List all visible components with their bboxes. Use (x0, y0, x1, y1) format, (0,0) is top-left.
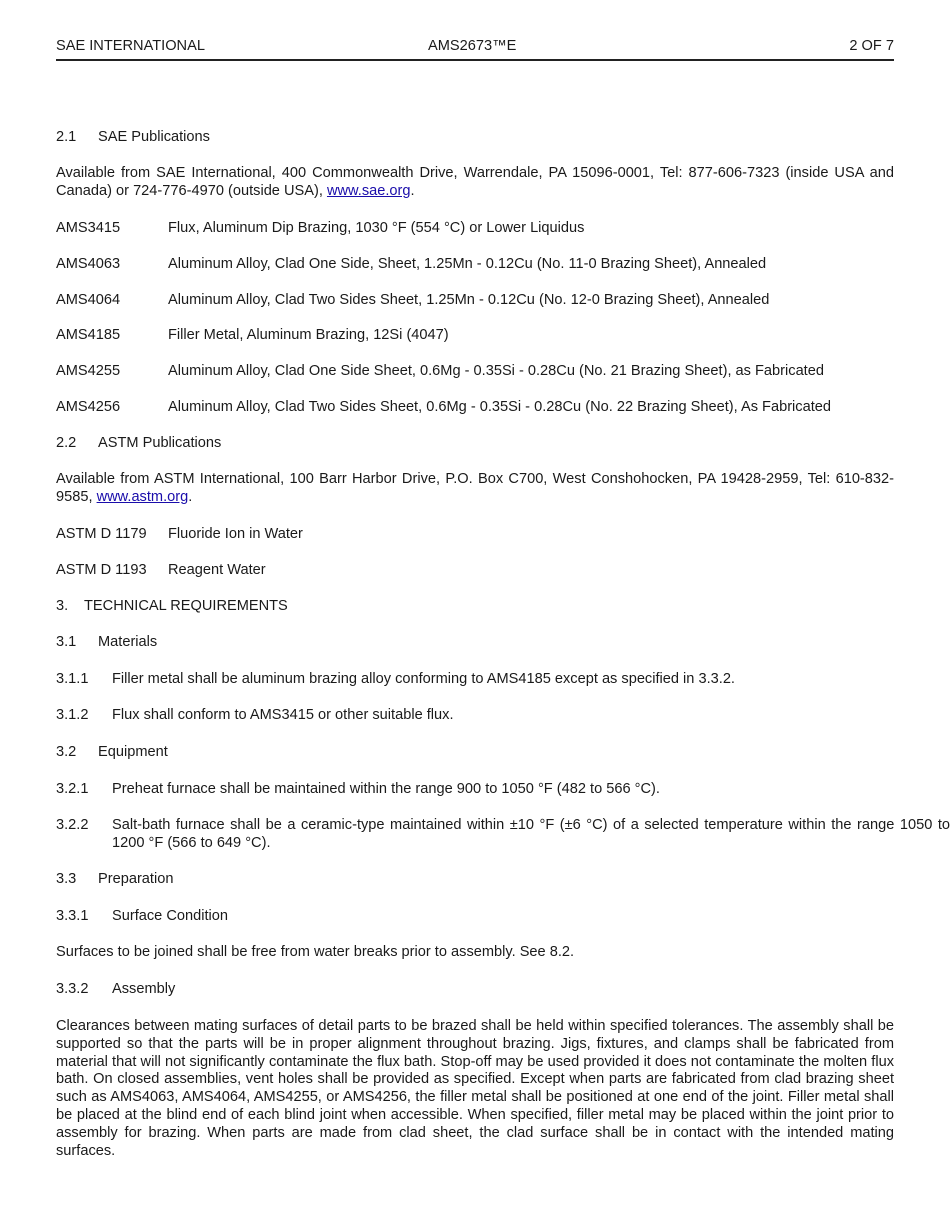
section-number: 3. (56, 598, 69, 614)
section-number: 3.3 (56, 871, 77, 887)
sae-website-link[interactable]: www.sae.org (326, 182, 411, 199)
section-title: Materials (98, 634, 158, 650)
sae-availability-paragraph: Available from SAE International, 400 Commonwealth Drive, Warrendale, PA 15096-0001, Tel: 877-606-7323 (inside USA and Canada) or 724-776-4970 (outside USA), www.sae.org. (56, 165, 894, 199)
section-number: 3.2 (56, 744, 77, 760)
section-3-3-2-heading (56, 981, 894, 999)
reference-title: Fluoride Ion in Water (168, 526, 303, 542)
availability-text: Available from ASTM International, 100 Barr Harbor Drive, P.O. Box C700, West Conshohocken, PA 19428-2959, Tel: 610-832-9585, (56, 471, 894, 505)
page-header (56, 38, 894, 61)
reference-id: AMS4255 (56, 363, 121, 379)
astm-website-link[interactable]: www.astm.org (96, 488, 189, 505)
reference-id: AMS4063 (56, 256, 121, 272)
paragraph-number: 3.1.2 (56, 707, 89, 723)
header-page-number: 2 OF 7 (849, 38, 894, 54)
reference-title: Flux, Aluminum Dip Brazing, 1030 °F (554 °C) or Lower Liquidus (168, 220, 585, 236)
reference-title: Reagent Water (168, 562, 266, 578)
reference-item (56, 256, 894, 274)
astm-availability-paragraph: Available from ASTM International, 100 Barr Harbor Drive, P.O. Box C700, West Conshohocken, PA 19428-2959, Tel: 610-832-9585, www.astm.org. (56, 471, 894, 505)
paragraph-text: Filler metal shall be aluminum brazing alloy conforming to AMS4185 except as specified in 3.3.2. (112, 671, 735, 687)
reference-item (56, 562, 894, 580)
reference-title: Aluminum Alloy, Clad One Side Sheet, 0.6Mg - 0.35Si - 0.28Cu (No. 21 Brazing Sheet), as Fabricated (168, 363, 824, 379)
paragraph-text: Clearances between mating surfaces of detail parts to be brazed shall be held within specified tolerances. The assembly shall be supported so that the parts will be in proper alignment throughout brazing. Jigs, fixtures, and clamps shall be fabricated from material that will not significantly contaminate the flux bath. Stop-off may be used provided it does not contaminate the molten flux bath. On closed assemblies, vent holes shall be provided as specified. Except when parts are fabricated from clad brazing sheet such as AMS4063, AMS4064, AMS4255, or AMS4256, the filler metal shall be positioned at one end of the joint. Filler metal shall be placed at the blind end of each blind joint when accessible. When specified, filler metal may be placed within the joint prior to assembly for brazing. When parts are made from clad sheet, the clad surface shall be in contact with the intended mating surfaces. (56, 1018, 894, 1159)
reference-id: AMS4064 (56, 292, 121, 308)
section-number: 2.1 (56, 129, 77, 145)
paragraph-3-3-2-text (56, 1018, 894, 1160)
reference-id: ASTM D 1193 (56, 562, 147, 578)
reference-item (56, 220, 894, 238)
paragraph-3-3-1-text (56, 944, 894, 962)
paragraph-3-1-2 (56, 707, 894, 725)
header-org: SAE INTERNATIONAL (56, 38, 205, 54)
section-title: SAE Publications (98, 129, 210, 145)
section-number: 3.3.1 (56, 908, 89, 924)
reference-item (56, 327, 894, 345)
reference-id: ASTM D 1179 (56, 526, 147, 542)
paragraph-number: 3.2.1 (56, 781, 89, 797)
section-number: 2.2 (56, 435, 77, 451)
section-3-1-heading (56, 634, 894, 652)
reference-title: Aluminum Alloy, Clad Two Sides Sheet, 1.25Mn - 0.12Cu (No. 12-0 Brazing Sheet), Annealed (168, 292, 770, 308)
paragraph-text: Surfaces to be joined shall be free from water breaks prior to assembly. See 8.2. (56, 944, 575, 960)
reference-id: AMS3415 (56, 220, 121, 236)
section-3-3-1-heading (56, 908, 894, 926)
paragraph-number: 3.2.2 (56, 817, 89, 833)
reference-item (56, 292, 894, 310)
reference-id: AMS4185 (56, 327, 121, 343)
section-title: Equipment (98, 744, 168, 760)
section-number: 3.3.2 (56, 981, 89, 997)
section-3-heading (56, 598, 894, 616)
paragraph-number: 3.1.1 (56, 671, 89, 687)
reference-item (56, 399, 894, 417)
section-title: Assembly (112, 981, 176, 997)
paragraph-text: Preheat furnace shall be maintained within the range 900 to 1050 °F (482 to 566 °C). (112, 781, 660, 797)
section-3-2-heading (56, 744, 894, 762)
section-title: TECHNICAL REQUIREMENTS (84, 598, 288, 614)
paragraph-3-2-2 (56, 817, 950, 853)
section-title: ASTM Publications (98, 435, 222, 451)
paragraph-3-1-1 (56, 671, 894, 689)
paragraph-3-2-1 (56, 781, 894, 799)
reference-item (56, 363, 894, 381)
availability-text: Available from SAE International, 400 Commonwealth Drive, Warrendale, PA 15096-0001, Tel: 877-606-7323 (inside USA and Canada) or 724-776-4970 (outside USA), (56, 165, 894, 199)
reference-title: Aluminum Alloy, Clad One Side, Sheet, 1.25Mn - 0.12Cu (No. 11-0 Brazing Sheet), Annealed (168, 256, 767, 272)
section-3-3-heading (56, 871, 894, 889)
section-title: Surface Condition (112, 908, 229, 924)
reference-id: AMS4256 (56, 399, 121, 415)
header-doc-id: AMS2673™E (428, 38, 517, 54)
reference-title: Aluminum Alloy, Clad Two Sides Sheet, 0.6Mg - 0.35Si - 0.28Cu (No. 22 Brazing Sheet), As Fabricated (168, 399, 831, 415)
section-2-2-heading (56, 435, 894, 453)
section-2-1-heading (56, 129, 894, 147)
section-title: Preparation (98, 871, 174, 887)
reference-title: Filler Metal, Aluminum Brazing, 12Si (4047) (168, 327, 449, 343)
reference-item (56, 526, 894, 544)
section-number: 3.1 (56, 634, 77, 650)
paragraph-text: Salt-bath furnace shall be a ceramic-type maintained within ±10 °F (±6 °C) of a selected temperature within the range 1050 to 1200 °F (566 to 649 °C). (112, 817, 950, 851)
paragraph-text: Flux shall conform to AMS3415 or other suitable flux. (112, 707, 454, 723)
